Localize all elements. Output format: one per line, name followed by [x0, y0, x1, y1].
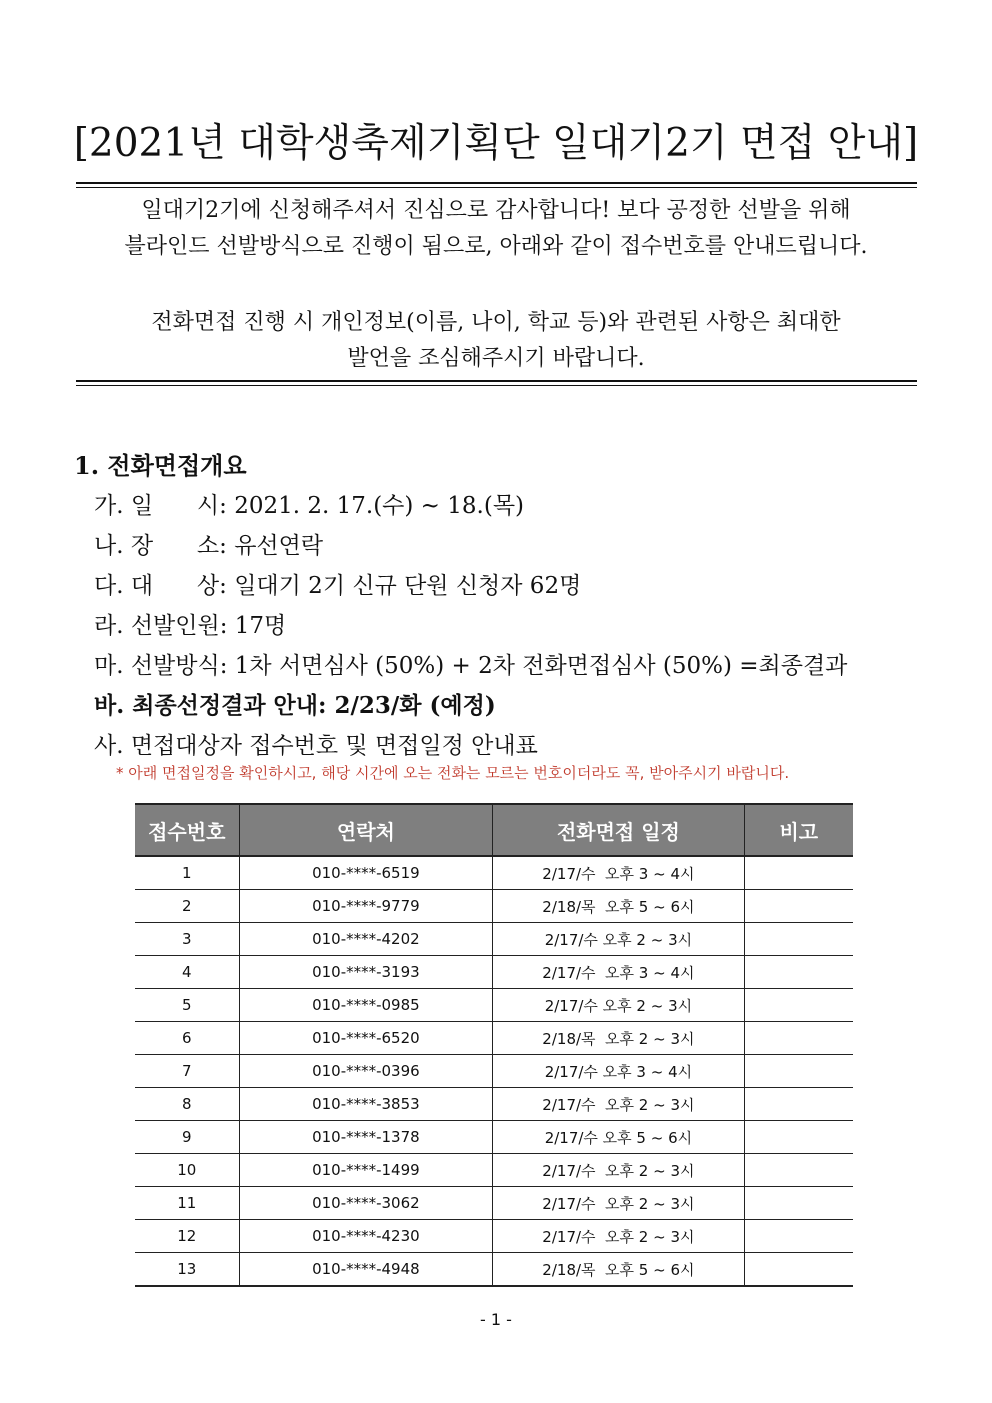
overview-item-date: [94, 487, 524, 520]
page-number: - 1 -: [480, 1310, 512, 1329]
receipt-no: 13: [135, 1253, 239, 1287]
schedule: 2/17/수 오후 2 ~ 3시: [493, 989, 744, 1022]
schedule: 2/17/수 오후 5 ~ 6시: [493, 1121, 744, 1154]
contact: 010-****-3193: [239, 956, 493, 989]
table-row: [135, 923, 853, 956]
contact: 010-****-1378: [239, 1121, 493, 1154]
receipt-no: 1: [135, 856, 239, 890]
contact: 010-****-4230: [239, 1220, 493, 1253]
contact: 010-****-0985: [239, 989, 493, 1022]
item-value: 유선연락: [234, 533, 324, 559]
table-row: [135, 1187, 853, 1220]
overview-item-method: [94, 647, 847, 680]
table-row: [135, 1055, 853, 1088]
overview-item-place: [94, 527, 323, 560]
table-row: [135, 1220, 853, 1253]
item-value: 면접대상자 접수번호 및 면접일정 안내표: [130, 733, 538, 759]
receipt-no: 2: [135, 890, 239, 923]
schedule: 2/18/목 오후 5 ~ 6시: [493, 1253, 744, 1287]
receipt-no: 4: [135, 956, 239, 989]
receipt-no: 12: [135, 1220, 239, 1253]
remarks: [744, 1022, 853, 1055]
schedule: 2/17/수 오후 3 ~ 4시: [493, 1055, 744, 1088]
table-row: [135, 856, 853, 890]
schedule: 2/17/수 오후 2 ~ 3시: [493, 1088, 744, 1121]
remarks: [744, 890, 853, 923]
document-title: [2021년 대학생축제기획단 일대기2기 면접 안내]: [73, 121, 919, 166]
table-row: [135, 989, 853, 1022]
item-label: 다. 대 상:: [94, 573, 227, 599]
remarks: [744, 1088, 853, 1121]
overview-item-target: [94, 567, 581, 600]
item-value: 2021. 2. 17.(수) ~ 18.(목): [234, 493, 525, 519]
contact: 010-****-6520: [239, 1022, 493, 1055]
interview-schedule-table: [135, 803, 853, 1287]
schedule: 2/17/수 오후 2 ~ 3시: [493, 1220, 744, 1253]
schedule: 2/18/목 오후 5 ~ 6시: [493, 890, 744, 923]
intro-line-3: 전화면접 진행 시 개인정보(이름, 나이, 학교 등)와 관련된 사항은 최대한: [151, 310, 841, 335]
table-row: [135, 956, 853, 989]
header-receipt-no: 접수번호: [135, 804, 239, 856]
item-value: 1차 서면심사 (50%) + 2차 전화면접심사 (50%) =최종결과: [234, 653, 848, 679]
contact: 010-****-4948: [239, 1253, 493, 1287]
table-row: [135, 1088, 853, 1121]
item-label: 마. 선발방식:: [94, 653, 228, 679]
contact: 010-****-6519: [239, 856, 493, 890]
item-label: 가. 일 시:: [94, 493, 227, 519]
receipt-no: 11: [135, 1187, 239, 1220]
table-row: [135, 1154, 853, 1187]
receipt-no: 3: [135, 923, 239, 956]
item-label: 나. 장 소:: [94, 533, 227, 559]
section-heading: 1. 전화면접개요: [74, 451, 247, 480]
remarks: [744, 1220, 853, 1253]
table-row: [135, 890, 853, 923]
contact: 010-****-9779: [239, 890, 493, 923]
item-label: 라. 선발인원:: [94, 613, 228, 639]
receipt-no: 10: [135, 1154, 239, 1187]
double-rule-bottom: [76, 380, 917, 386]
contact: 010-****-4202: [239, 923, 493, 956]
receipt-no: 5: [135, 989, 239, 1022]
table-row: [135, 1022, 853, 1055]
remarks: [744, 1187, 853, 1220]
receipt-no: 6: [135, 1022, 239, 1055]
contact: 010-****-3062: [239, 1187, 493, 1220]
receipt-no: 7: [135, 1055, 239, 1088]
contact: 010-****-3853: [239, 1088, 493, 1121]
table-header-row: [135, 804, 853, 856]
item-value: 17명: [234, 613, 287, 639]
table-row: [135, 1253, 853, 1287]
schedule: 2/17/수 오후 3 ~ 4시: [493, 856, 744, 890]
remarks: [744, 1253, 853, 1287]
overview-item-schedule-table: [94, 727, 538, 760]
header-contact: 연락처: [239, 804, 493, 856]
intro-line-4: 발언을 조심해주시기 바랍니다.: [347, 346, 645, 371]
overview-item-result: [94, 687, 496, 720]
item-label: 사.: [94, 733, 124, 759]
item-value: 일대기 2기 신규 단원 신청자 62명: [234, 573, 582, 599]
schedule: 2/17/수 오후 2 ~ 3시: [493, 923, 744, 956]
intro-line-1: 일대기2기에 신청해주셔서 진심으로 감사합니다! 보다 공정한 선발을 위해: [141, 198, 851, 223]
intro-line-2: 블라인드 선발방식으로 진행이 됨으로, 아래와 같이 접수번호를 안내드립니다.: [124, 234, 868, 259]
table-row: [135, 1121, 853, 1154]
schedule-note: * 아래 면접일정을 확인하시고, 해당 시간에 오는 전화는 모르는 번호이더라도 꼭, 받아주시기 바랍니다.: [116, 764, 790, 782]
remarks: [744, 1154, 853, 1187]
item-value: 2/23/화 (예정): [334, 692, 496, 719]
receipt-no: 9: [135, 1121, 239, 1154]
contact: 010-****-1499: [239, 1154, 493, 1187]
remarks: [744, 856, 853, 890]
remarks: [744, 1055, 853, 1088]
overview-item-count: [94, 607, 286, 640]
receipt-no: 8: [135, 1088, 239, 1121]
schedule: 2/18/목 오후 2 ~ 3시: [493, 1022, 744, 1055]
schedule: 2/17/수 오후 3 ~ 4시: [493, 956, 744, 989]
header-schedule: 전화면접 일정: [493, 804, 744, 856]
remarks: [744, 956, 853, 989]
remarks: [744, 923, 853, 956]
item-label: 바. 최종선정결과 안내:: [94, 692, 327, 719]
remarks: [744, 989, 853, 1022]
schedule: 2/17/수 오후 2 ~ 3시: [493, 1154, 744, 1187]
contact: 010-****-0396: [239, 1055, 493, 1088]
remarks: [744, 1121, 853, 1154]
double-rule-top: [76, 182, 917, 188]
header-remarks: 비고: [744, 804, 853, 856]
schedule: 2/17/수 오후 2 ~ 3시: [493, 1187, 744, 1220]
